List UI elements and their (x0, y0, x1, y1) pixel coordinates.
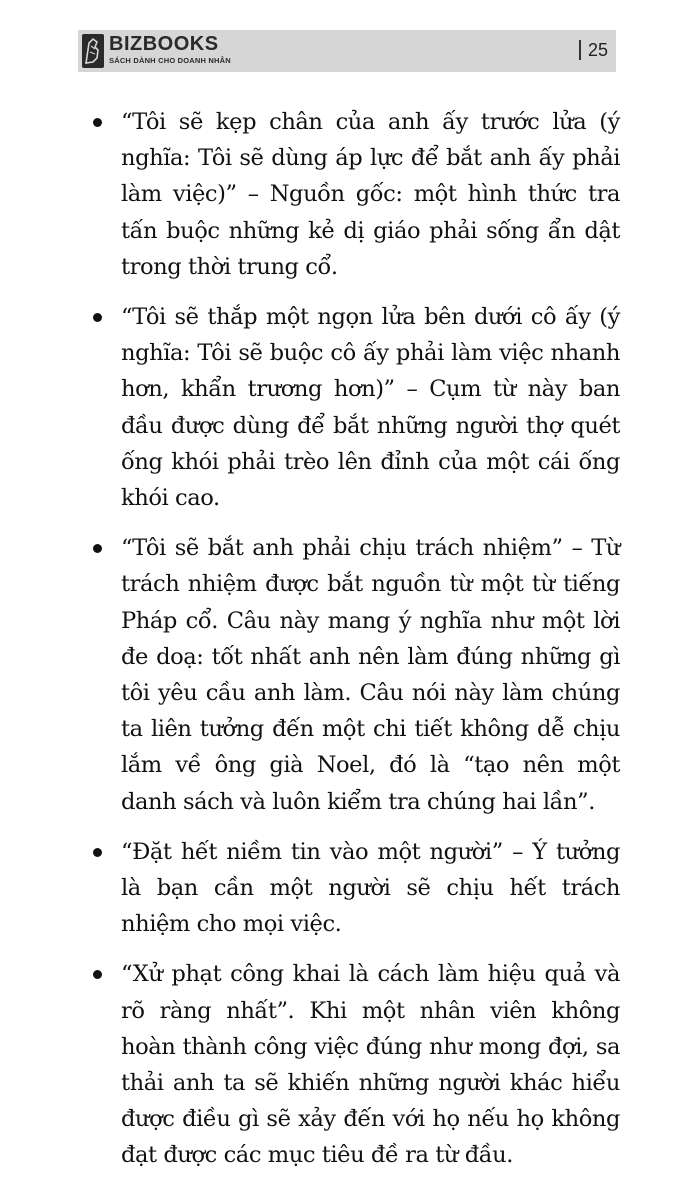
page-header (78, 30, 616, 72)
list-item (90, 956, 620, 1173)
list-item-text: “Xử phạt công khai là cách làm hiệu quả và rõ ràng nhất”. Khi một nhân viên không hoàn thành công việc đúng như mong đợi, sa thải anh ta sẽ khiến những người khác hiểu được điều gì sẽ xảy đến với họ nếu họ không đạt được các mục tiêu đề ra từ đầu. (121, 961, 620, 1169)
biz-logo-icon (82, 34, 104, 68)
list-item (90, 530, 620, 820)
list-item-text: “Tôi sẽ kẹp chân của anh ấy trước lửa (ý nghĩa: Tôi sẽ dùng áp lực để bắt anh ấy phải làm việc)” – Nguồn gốc: một hình thức tra tấn buộc những kẻ dị giáo phải sống ẩn dật trong thời trung cổ. (121, 109, 620, 280)
brand-tagline: SÁCH DÀNH CHO DOANH NHÂN (109, 56, 231, 65)
brand-name: BIZBOOKS (109, 33, 219, 55)
list-item (90, 299, 620, 516)
list-item (90, 104, 620, 285)
page-number-divider (579, 40, 581, 60)
bullet-icon (93, 970, 102, 979)
list-item-text: “Đặt hết niềm tin vào một người” – Ý tưởng là bạn cần một người sẽ chịu hết trách nhiệm cho mọi việc. (121, 838, 620, 938)
bullet-icon (93, 544, 102, 553)
list-item-text: “Tôi sẽ thắp một ngọn lửa bên dưới cô ấy (ý nghĩa: Tôi sẽ buộc cô ấy phải làm việc nhanh hơn, khẩn trương hơn)” – Cụm từ này ban đầu được dùng để bắt những người thợ quét ống khói phải trèo lên đỉnh của một cái ống khói cao. (121, 304, 620, 512)
page-number: 25 (587, 40, 608, 60)
list-item-text: “Tôi sẽ bắt anh phải chịu trách nhiệm” – Từ trách nhiệm được bắt nguồn từ một từ tiếng Pháp cổ. Câu này mang ý nghĩa như một lời đe doạ: tốt nhất anh nên làm đúng những gì tôi yêu cầu anh làm. Câu nói này làm chúng ta liên tưởng đến một chi tiết không dễ chịu lắm về ông già Noel, đó là “tạo nên một danh sách và luôn kiểm tra chúng hai lần”. (121, 535, 620, 815)
bullet-list (90, 104, 620, 1188)
list-item (90, 834, 620, 943)
bullet-icon (93, 313, 102, 322)
page-number-area (579, 39, 608, 61)
bullet-icon (93, 848, 102, 857)
bullet-icon (93, 118, 102, 127)
